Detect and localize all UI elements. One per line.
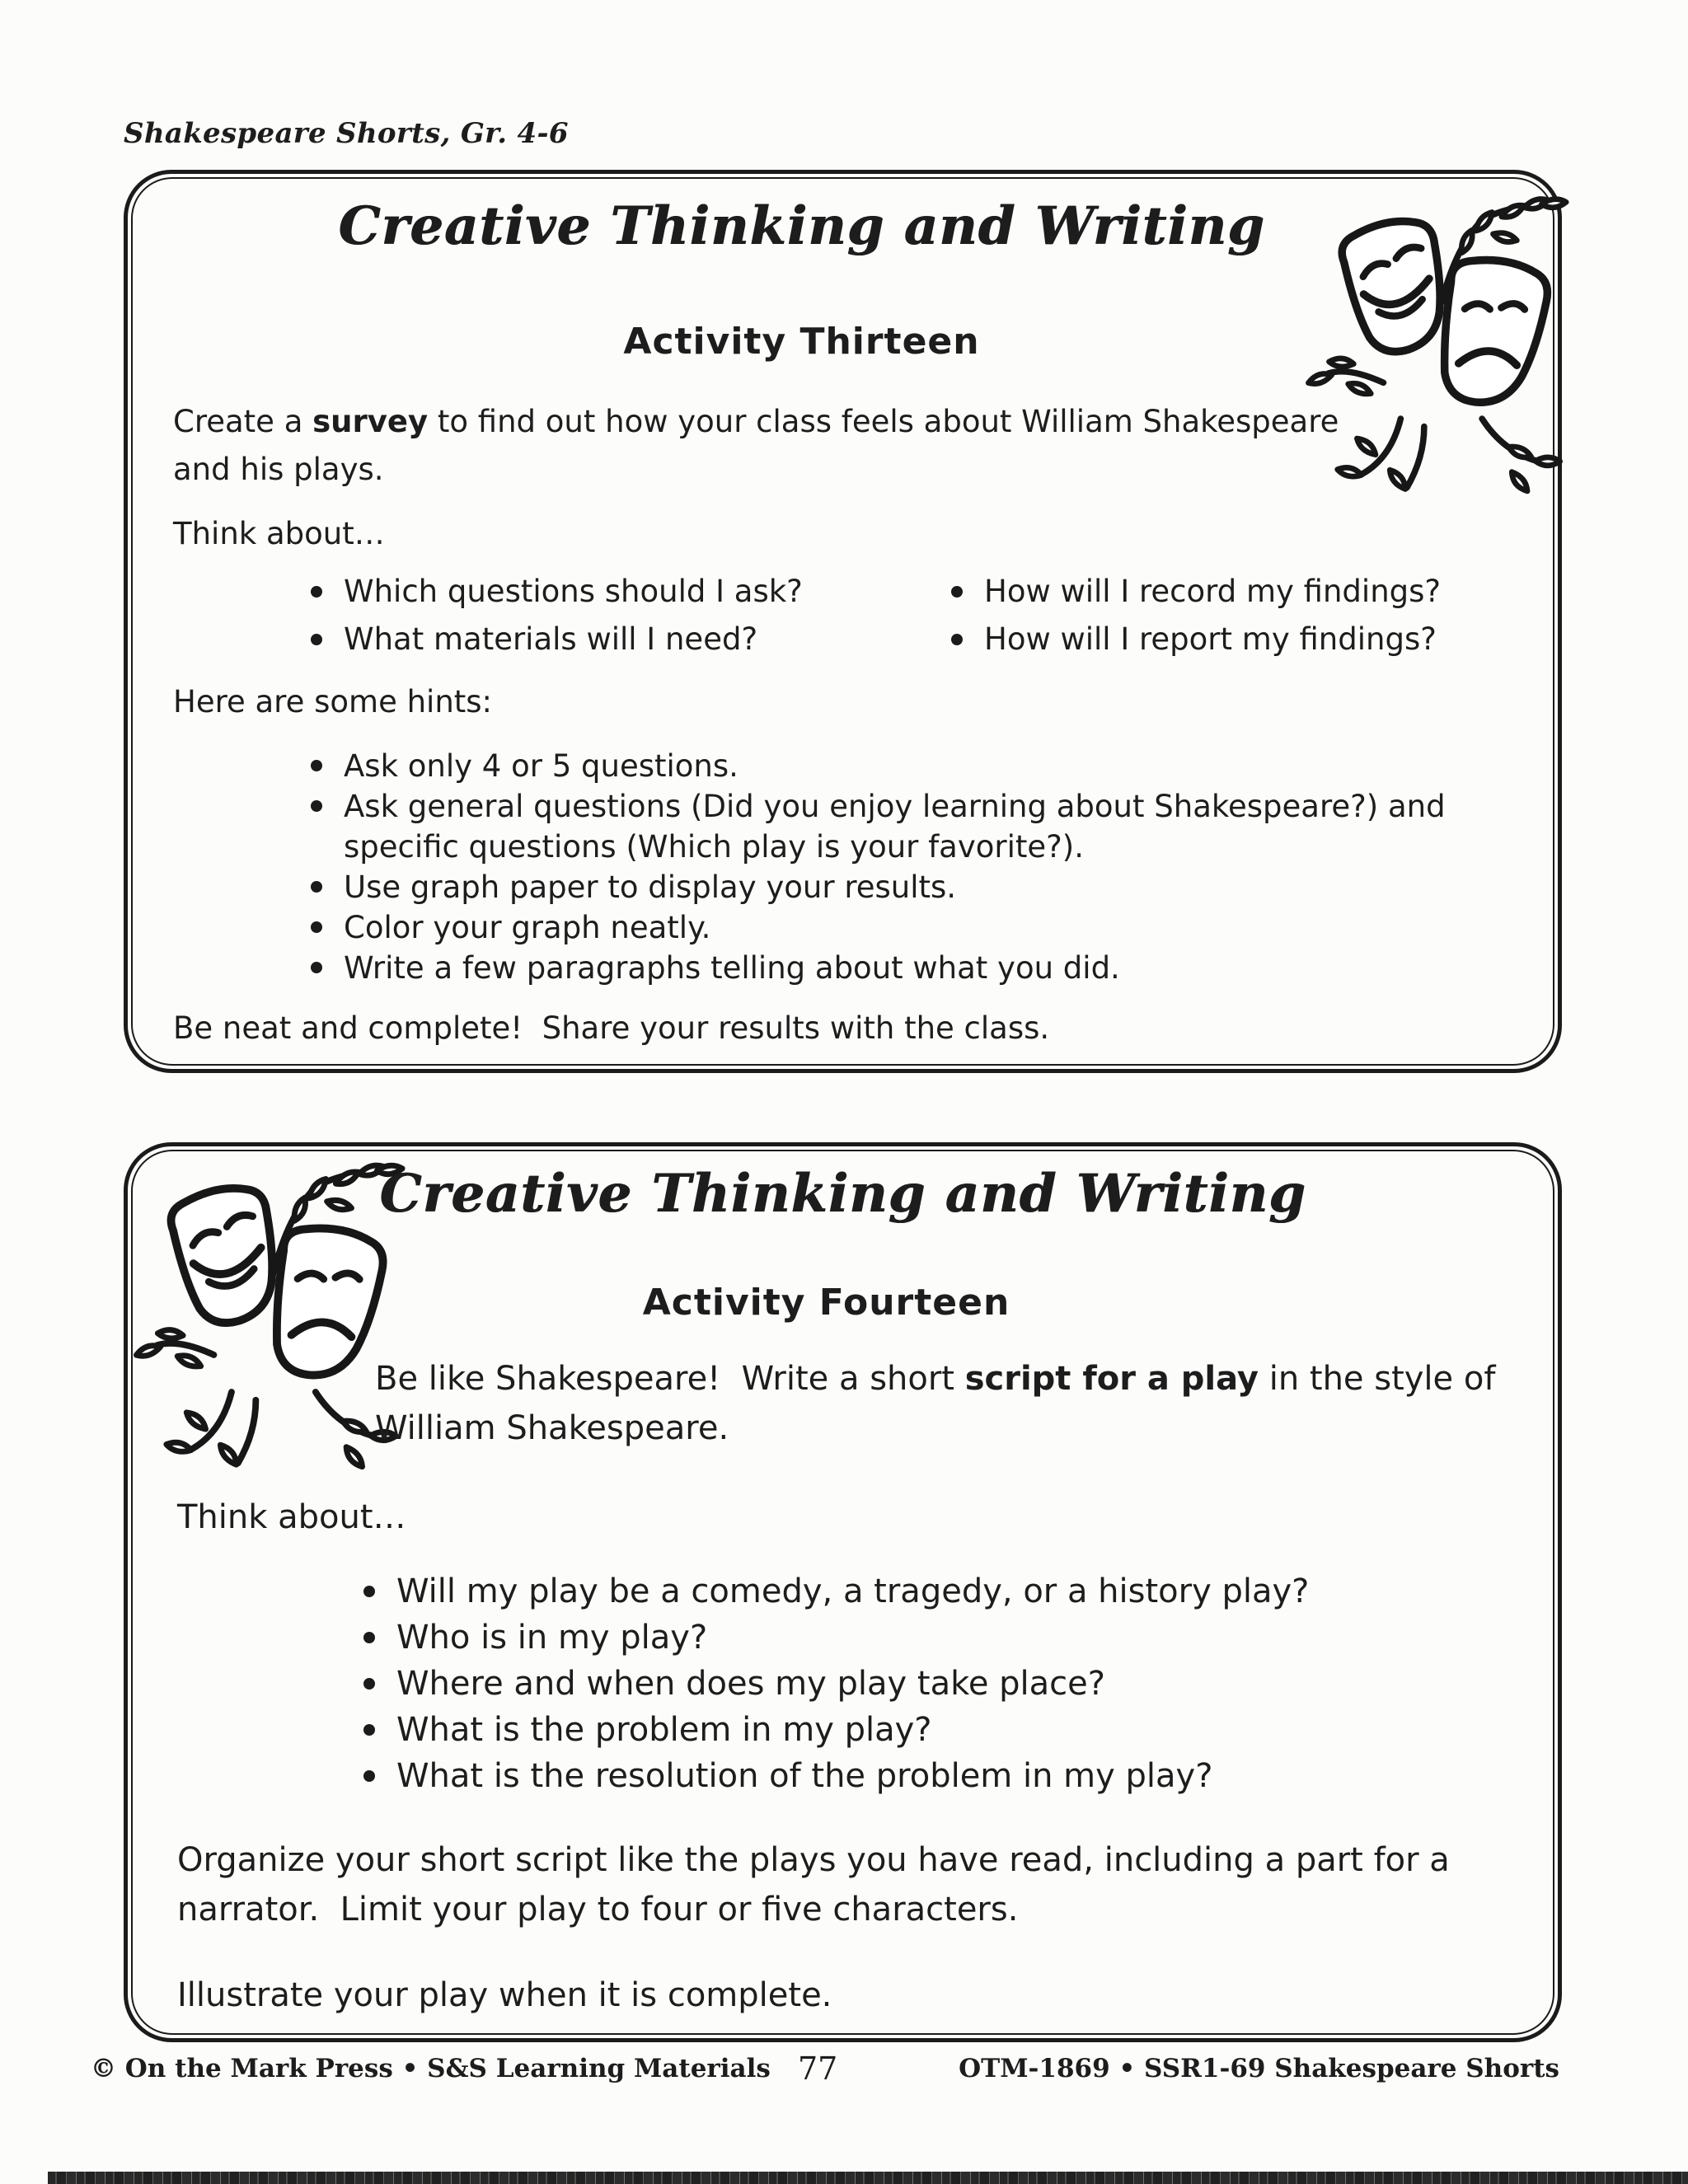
- closing-instruction: Be neat and complete! Share your results with the class.: [173, 1010, 1050, 1046]
- list-item: [307, 907, 1527, 948]
- closing-instruction: Illustrate your play when it is complete.: [177, 1976, 832, 2014]
- list-item: [360, 1753, 1465, 1799]
- think-bullets-left: [307, 573, 884, 668]
- list-item: [307, 867, 1527, 907]
- list-item-text: Which questions should I ask?: [344, 574, 803, 609]
- scan-edge-artifact: [48, 2172, 1688, 2184]
- bullet-icon: [311, 760, 322, 771]
- list-item-text: How will I record my findings?: [984, 574, 1442, 609]
- list-item-text: Write a few paragraphs telling about what you did.: [344, 950, 1120, 986]
- copyright-text: © On the Mark Press • S&S Learning Materials: [91, 2054, 771, 2083]
- book-title: Shakespeare Shorts, Gr. 4-6: [124, 117, 569, 150]
- list-item-text: Color your graph neatly.: [344, 910, 711, 945]
- think-about-label: Think about…: [177, 1498, 406, 1536]
- instructions-bold-term: survey: [312, 404, 429, 439]
- section-title: Creative Thinking and Writing: [379, 1163, 1306, 1225]
- list-item-text: What is the resolution of the problem in my play?: [396, 1757, 1213, 1795]
- bullet-icon: [311, 881, 322, 893]
- list-item: [360, 1661, 1465, 1707]
- list-item-text: Will my play be a comedy, a tragedy, or a history play?: [396, 1572, 1310, 1610]
- bullet-icon: [363, 1770, 375, 1782]
- activity-number: Activity Fourteen: [642, 1282, 1010, 1324]
- bullet-icon: [311, 586, 322, 598]
- hints-label: Here are some hints:: [173, 684, 493, 719]
- list-item: [948, 621, 1459, 658]
- list-item-text: Ask general questions (Did you enjoy learning about Shakespeare?) and specific questions (Which play is your favorite?).: [344, 789, 1456, 865]
- bullet-icon: [311, 800, 322, 812]
- list-item: [307, 948, 1527, 988]
- list-item: [307, 746, 1527, 786]
- activity-thirteen-box: [124, 170, 1562, 1073]
- list-item-text: How will I report my findings?: [984, 621, 1437, 657]
- list-item: [948, 573, 1459, 611]
- list-item: [307, 786, 1527, 867]
- list-item-text: Who is in my play?: [396, 1619, 708, 1657]
- list-item: [360, 1568, 1465, 1615]
- bullet-icon: [311, 634, 322, 645]
- bullet-icon: [311, 962, 322, 973]
- bullet-icon: [363, 1632, 375, 1643]
- activity-number: Activity Thirteen: [623, 321, 980, 363]
- list-item-text: What is the problem in my play?: [396, 1711, 932, 1749]
- bullet-icon: [951, 586, 963, 598]
- instructions-text: to find out how your class feels about William Shakespeare and his plays.: [173, 404, 1349, 487]
- list-item-text: Where and when does my play take place?: [396, 1665, 1105, 1703]
- bullet-icon: [363, 1586, 375, 1597]
- section-title: Creative Thinking and Writing: [338, 195, 1265, 257]
- list-item-text: Ask only 4 or 5 questions.: [344, 748, 738, 784]
- instructions-bold-term: script for a play: [964, 1360, 1259, 1398]
- activity-fourteen-box: [124, 1142, 1562, 2042]
- activity-instructions: [173, 398, 1376, 494]
- bullet-icon: [311, 921, 322, 933]
- think-about-label: Think about…: [173, 516, 385, 551]
- page-footer: [0, 2050, 1688, 2103]
- list-item: [360, 1707, 1465, 1753]
- closing-instruction: Organize your short script like the plays you have read, including a part for a narrator. Limit your play to four or five characters.: [177, 1841, 1461, 1929]
- activity-instructions: [375, 1354, 1554, 1453]
- list-item-text: Use graph paper to display your results.: [344, 869, 957, 905]
- hints-list: [307, 746, 1527, 988]
- list-item: [360, 1615, 1465, 1661]
- instructions-text: Be like Shakespeare! Write a short: [375, 1360, 965, 1398]
- think-bullets-right: [948, 573, 1459, 668]
- bullet-icon: [363, 1678, 375, 1690]
- bullet-icon: [363, 1724, 375, 1736]
- list-item: [307, 621, 884, 658]
- page-number: 77: [798, 2050, 838, 2087]
- instructions-text: Create a: [173, 404, 313, 439]
- list-item-text: What materials will I need?: [344, 621, 758, 657]
- product-code: OTM-1869 • SSR1-69 Shakespeare Shorts: [959, 2054, 1559, 2083]
- instructions-text: in the style of William Shakespeare.: [375, 1360, 1507, 1447]
- think-bullets: [360, 1568, 1465, 1799]
- bullet-icon: [951, 634, 963, 645]
- list-item: [307, 573, 884, 611]
